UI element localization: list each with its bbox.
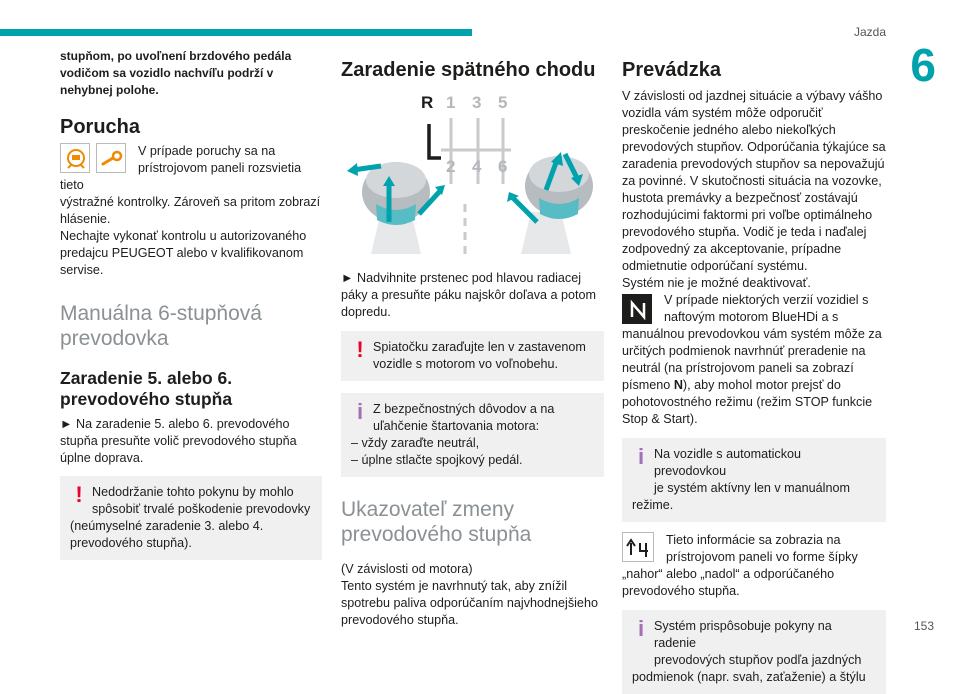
failure-action-text: Nechajte vykonať kontrolu u autorizovaného predajcu PEUGEOT alebo v kvalifikovanom servise. — [60, 229, 307, 277]
engage-gear-heading: Zaradenie 5. alebo 6. prevodového stupňa — [60, 368, 233, 409]
header-title: Jazda — [853, 25, 886, 39]
reverse-warning-line-2: vozidle s motorom vo voľnobehu. — [373, 357, 558, 371]
display-line-1: Tieto informácie sa zobrazia na — [666, 533, 841, 547]
gear-label-5: 5 — [498, 93, 508, 112]
gear-label-3: 3 — [472, 93, 482, 112]
reverse-warning-note — [341, 331, 604, 381]
engage-gear-text: ► Na zaradenie 5. alebo 6. prevodového stupňa presuňte volič prevodového stupňa úplne doprava. — [60, 416, 322, 467]
info-mark-icon: i — [637, 616, 645, 641]
display-text: „nahor“ alebo „nadol“ a odporúčaného prevodového stupňa. — [622, 567, 835, 598]
reverse-heading: Zaradenie spätného chodu — [341, 59, 596, 81]
safety-info-line-2: uľahčenie štartovania motora: — [373, 419, 540, 433]
gear-label-6: 6 — [498, 157, 508, 176]
warning-line-1: Nedodržanie tohto pokynu by mohlo — [92, 485, 294, 499]
display-icons — [622, 532, 660, 562]
bluehdi-block — [622, 292, 886, 428]
operation-heading: Prevádzka — [622, 59, 721, 81]
automatic-info-note — [622, 438, 886, 522]
cannot-disable-text: Systém nie je možné deaktivovať. — [622, 276, 811, 290]
bluehdi-icons — [622, 294, 658, 324]
automatic-info-line-1: Na vozidle s automatickou prevodovkou — [654, 447, 801, 478]
intro-paragraph: stupňom, po uvoľnení brzdového pedála vodičom sa vozidlo nachvíľu podrží v nehybnej polohe. — [60, 49, 292, 97]
safety-info-item-clutch: – úplne stlačte spojkový pedál. — [351, 453, 523, 467]
gear-label-r: R — [421, 93, 434, 112]
warning-text: (neúmyselné zaradenie 3. alebo 4. prevodového stupňa). — [70, 519, 264, 550]
reverse-text: ► Nadvihnite prstenec pod hlavou radiacej páky a presuňte páku najskôr doľava a potom dopredu. — [341, 270, 604, 321]
warning-mark-icon: ! — [356, 337, 364, 362]
neutral-n-icon — [622, 294, 652, 324]
bluehdi-line-2: naftovým motorom BlueHDi a s — [664, 310, 839, 324]
bluehdi-text — [622, 326, 886, 428]
gear-pattern-diagram — [341, 94, 604, 262]
bluehdi-text-b: ), aby mohol motor prejsť do pohotovostného režimu (režim STOP funkcie Stop & Start). — [622, 378, 873, 426]
automatic-info-line-2: je systém aktívny len v manuálnom — [654, 481, 850, 495]
reverse-warning-line-1: Spiatočku zaraďujte len v zastavenom — [373, 340, 586, 354]
safety-info-note — [341, 393, 604, 477]
display-block — [622, 532, 886, 600]
safety-info-line-1: Z bezpečnostných dôvodov a na — [373, 402, 555, 416]
gear-indicator-text: Tento systém je navrhnutý tak, aby znížil spotrebu paliva odporúčaním najvhodnejšieho prevodového stupňa. — [341, 579, 598, 627]
bluehdi-text-a: manuálnou prevodovkou vám systém môže za určitých podmienok navrhnúť preradenie na neutrál (na prístrojovom paneli sa zobrazí písmeno — [622, 327, 882, 392]
column-2 — [341, 48, 604, 629]
column-3 — [622, 48, 886, 694]
failure-heading: Porucha — [60, 116, 141, 138]
info-mark-icon: i — [637, 444, 645, 469]
gear-shift-illustration — [341, 94, 604, 262]
gear-indicator-dependency: (V závislosti od motora) — [341, 562, 473, 576]
operation-text: V závislosti od jazdnej situácie a výbavy vášho vozidla vám systém môže odporučiť preskočenie jedného alebo niekoľkých prevodových stupňov. Odporúčania týkajúce sa zaradenia prevodových stupňov sa nepovažujú za povinné. V skutočnosti situácia na vozovke, hustota premávky a bezpečnosť zostávajú rozhodujúcimi faktormi pri voľbe optimálneho prevodového stupňa. Vodič je teda i naďalej zodpovedný za akceptovanie, prípadne odmietnutie odporúčaní systému. — [622, 89, 886, 273]
bluehdi-line-1: V prípade niektorých verzií vozidiel s — [664, 293, 869, 307]
automatic-info-text: režime. — [632, 498, 674, 512]
page-number: 153 — [913, 619, 934, 633]
failure-line-2: prístrojovom paneli rozsvietia tieto — [60, 161, 302, 192]
adaptive-info-line-1: Systém prispôsobuje pokyny na radenie — [654, 619, 832, 650]
safety-info-item-neutral: – vždy zaraďte neutrál, — [351, 436, 480, 450]
info-mark-icon: i — [356, 399, 364, 424]
failure-line-1: V prípade poruchy sa na — [138, 144, 276, 158]
chapter-number: 6 — [910, 39, 936, 91]
warning-line-2: spôsobiť trvalé poškodenie prevodovky — [92, 502, 311, 516]
adaptive-info-text: podmienok (napr. svah, zaťaženie) a štýlu — [632, 670, 866, 684]
display-line-2: prístrojovom paneli vo forme šípky — [666, 550, 858, 564]
gear-shift-arrow-icon — [622, 532, 654, 562]
header-accent-bar — [0, 29, 472, 36]
gearbox-warning-note — [60, 476, 322, 560]
gear-label-4: 4 — [472, 157, 482, 176]
failure-icons — [60, 143, 132, 173]
warning-mark-icon: ! — [75, 482, 83, 507]
column-1 — [60, 48, 322, 560]
gear-label-1: 1 — [446, 93, 456, 112]
bluehdi-letter: N — [673, 378, 683, 392]
brake-warning-icon — [60, 143, 90, 173]
gear-label-2: 2 — [446, 157, 456, 176]
adaptive-info-line-2: prevodových stupňov podľa jazdných — [654, 653, 862, 667]
wrench-warning-icon — [96, 143, 126, 173]
failure-text: výstražné kontrolky. Zároveň sa pritom zobrazí hlásenie. — [60, 195, 321, 226]
gear-indicator-heading: Ukazovateľ zmeny prevodového stupňa — [341, 498, 532, 546]
adaptive-info-note — [622, 610, 886, 694]
manual-gearbox-heading: Manuálna 6-stupňová prevodovka — [60, 302, 262, 350]
failure-block — [60, 143, 322, 279]
